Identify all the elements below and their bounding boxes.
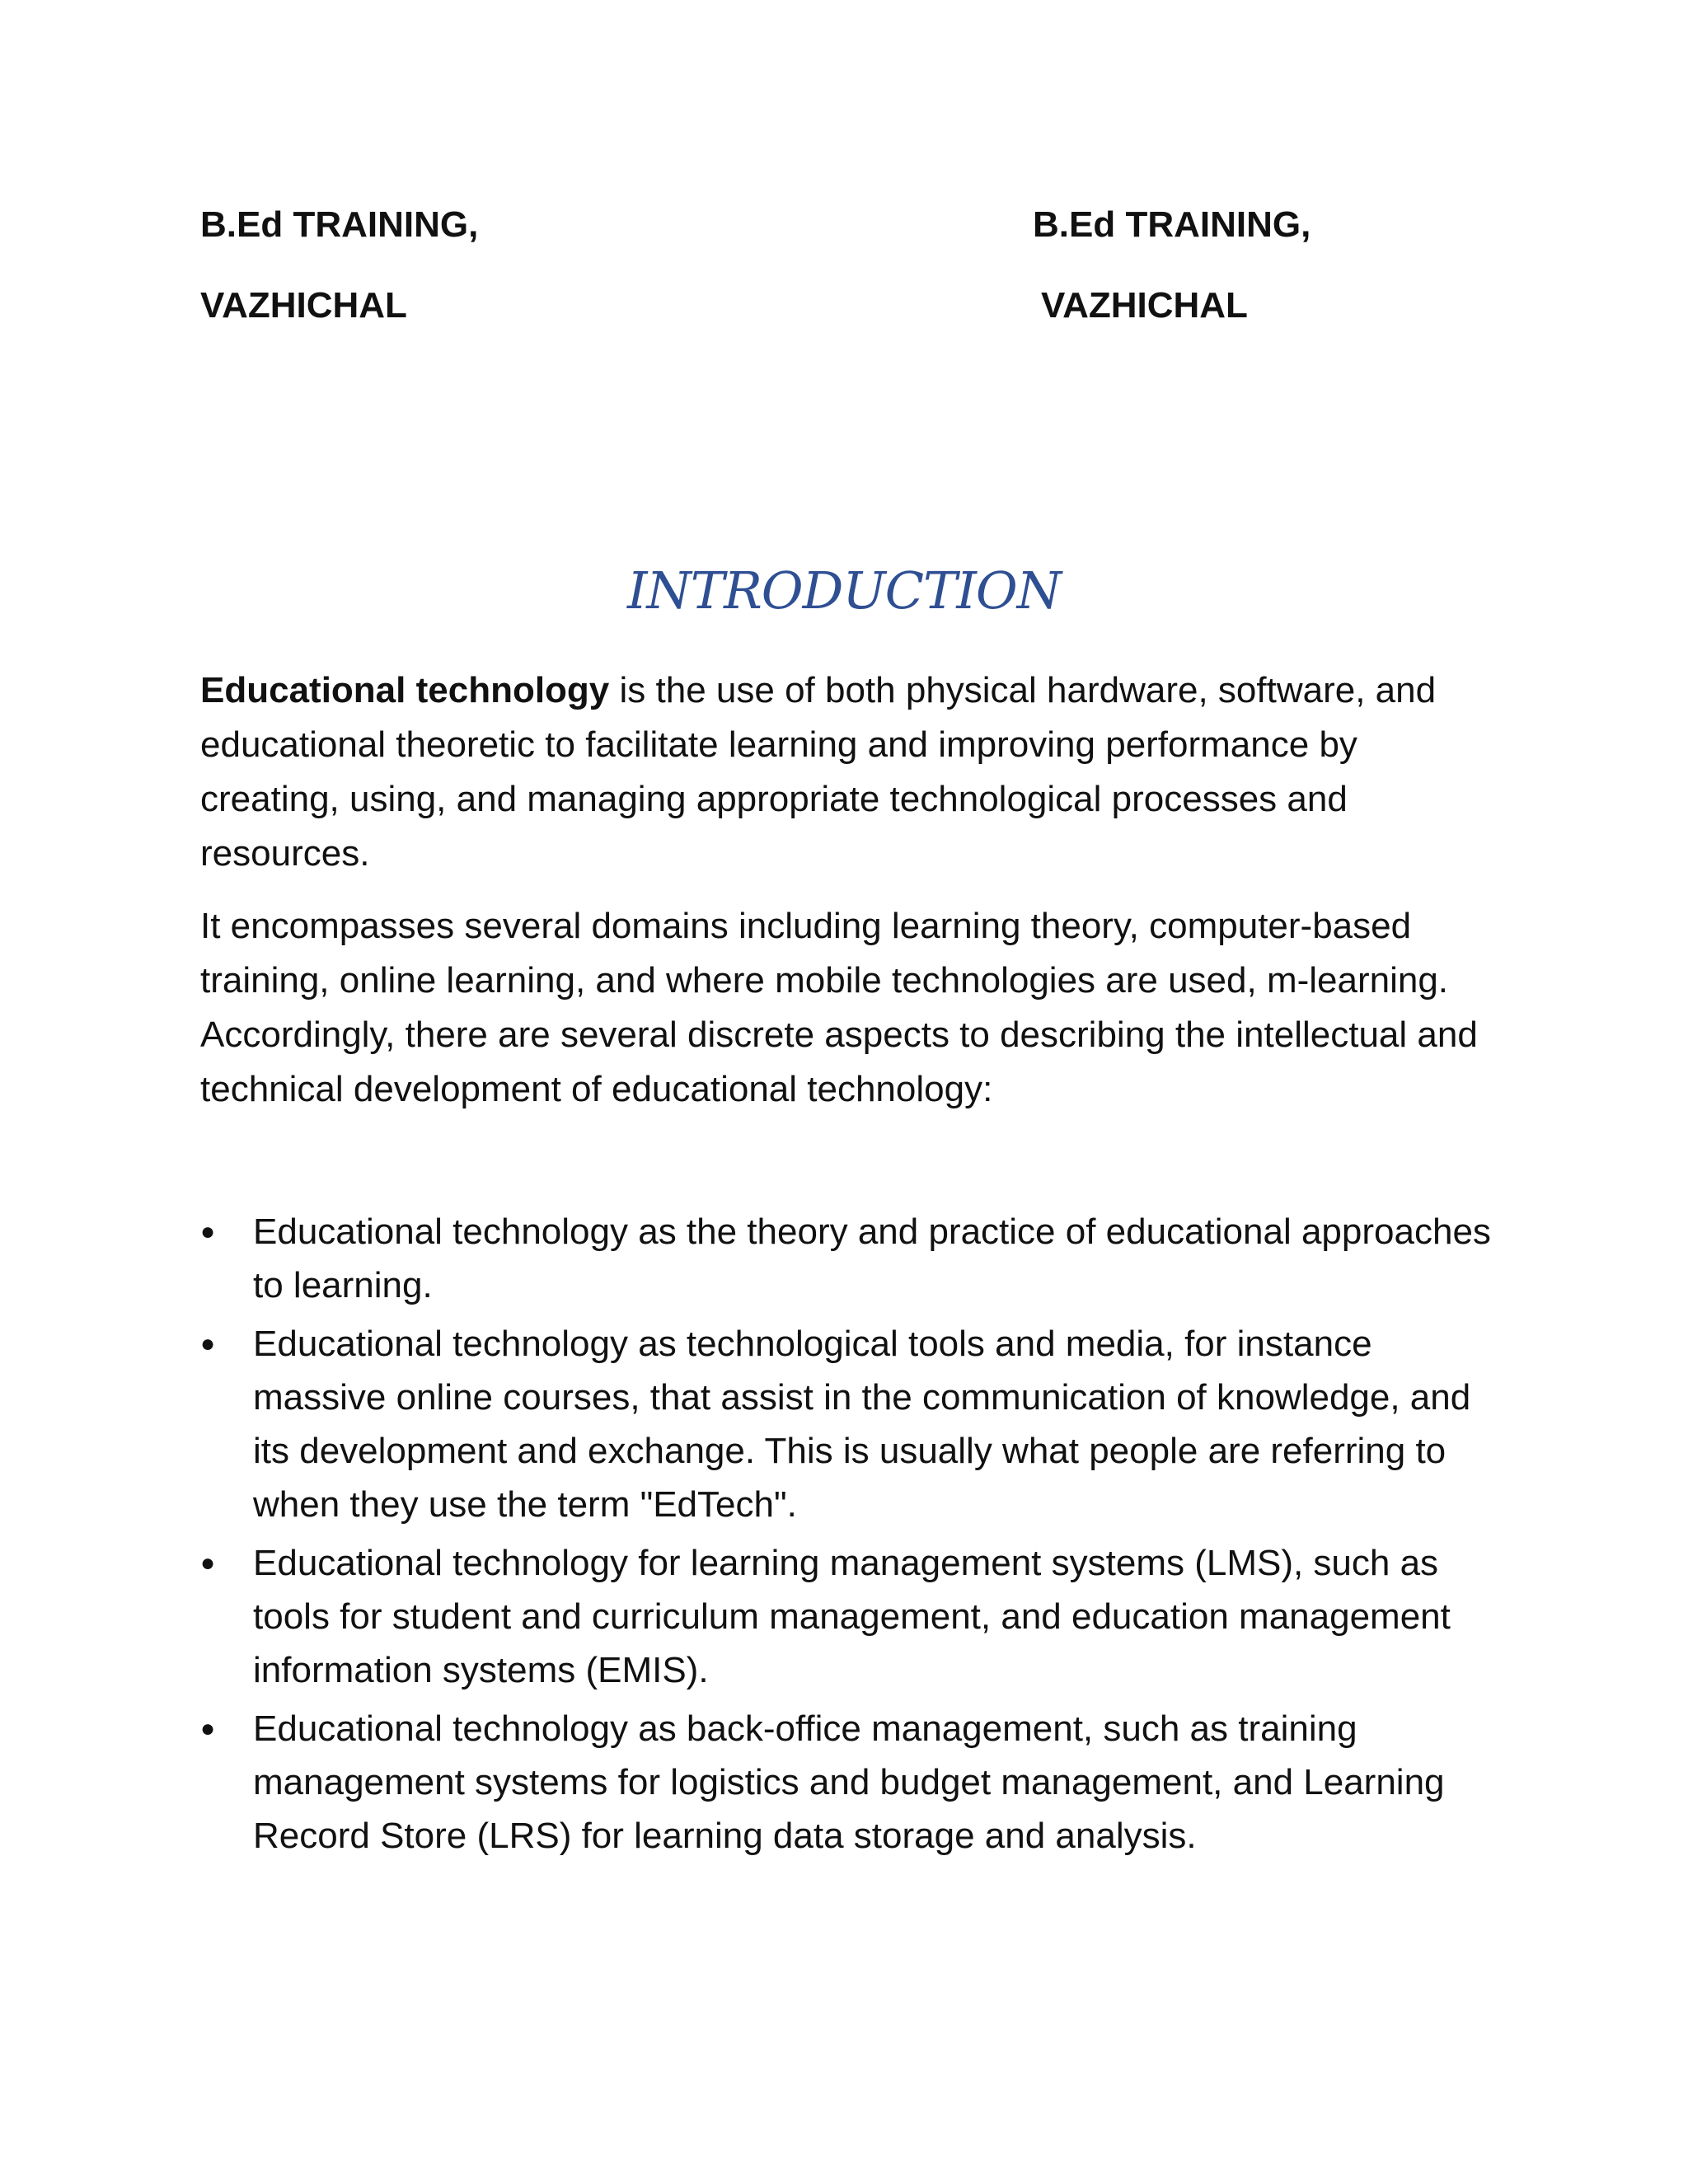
list-item xyxy=(200,1702,1503,1863)
header-right xyxy=(1033,185,1311,346)
domains-paragraph: It encompasses several domains including learning theory, computer-based training, online learning, and where mobile technologies are used, m-learning. Accordingly, there are several discrete aspects to describing the intellectual and technical development of educational technology: xyxy=(200,906,1478,1109)
bullet-icon: ● xyxy=(200,1549,216,1577)
list-item-text: Educational technology for learning management systems (LMS), such as tools for student and curriculum management, and education management information systems (EMIS). xyxy=(253,1543,1451,1690)
aspects-list xyxy=(200,1205,1503,1868)
intro-rest: is the use of both physical hardware, software, and educational theoretic to facilitate learning and improving performance by creating, using, and managing appropriate technological processes and resources. xyxy=(200,670,1437,874)
list-item xyxy=(200,1317,1503,1531)
intro-paragraph xyxy=(200,663,1503,881)
intro-bold-lead: Educational technology xyxy=(200,670,610,710)
list-item-text: Educational technology as technological tools and media, for instance massive online courses, that assist in the communication of knowledge, and its development and exchange. This is usually what people are referring to when they use the term "EdTech". xyxy=(253,1324,1471,1525)
bullet-icon: ● xyxy=(200,1330,216,1357)
list-item xyxy=(200,1205,1503,1312)
header-left xyxy=(200,185,478,346)
header-right-line1: B.Ed TRAINING, xyxy=(1033,204,1311,245)
list-item-text: Educational technology as back-office management, such as training management systems for logistics and budget management, and Learning Record Store (LRS) for learning data storage and analysis. xyxy=(253,1708,1445,1856)
bullet-icon: ● xyxy=(200,1218,216,1245)
page-title: INTRODUCTION xyxy=(627,560,1061,621)
bullet-icon: ● xyxy=(200,1715,216,1742)
header-left-line2: VAZHICHAL xyxy=(200,285,407,326)
list-item-text: Educational technology as the theory and practice of educational approaches to learning. xyxy=(253,1212,1491,1305)
list-item xyxy=(200,1536,1503,1697)
header-left-line1: B.Ed TRAINING, xyxy=(200,204,479,245)
header-right-line2: VAZHICHAL xyxy=(1041,285,1248,326)
